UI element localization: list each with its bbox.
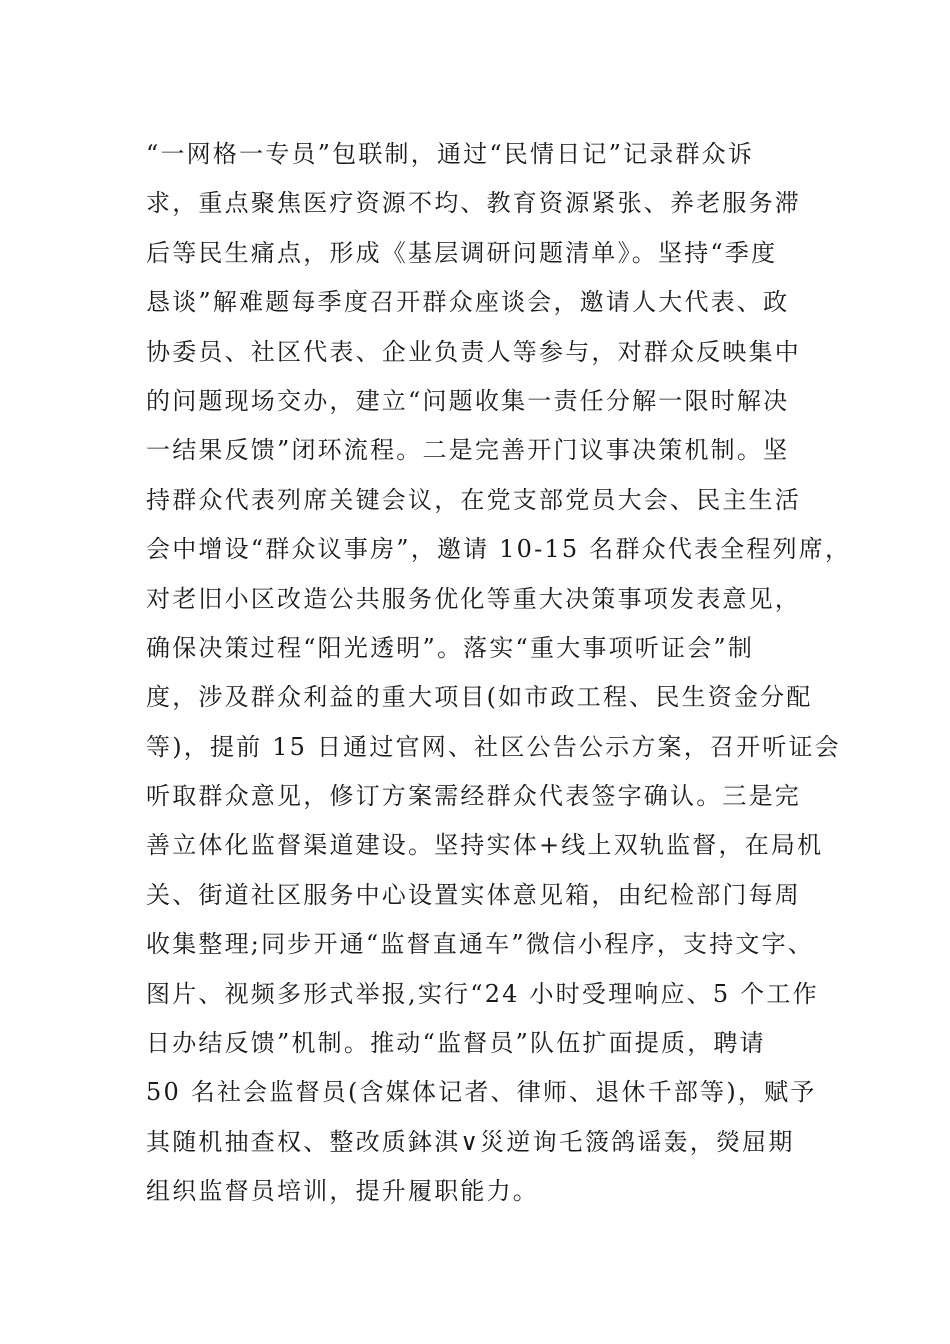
text-line: 组织监督员培训，提升履职能力。	[146, 1177, 539, 1206]
text-line: 协委员、社区代表、企业负责人等参与，对群众反映集中	[146, 337, 801, 366]
text-line: 善立体化监督渠道建设。坚持实体+线上双轨监督，在局机	[146, 831, 824, 860]
text-line: 确保决策过程“阳光透明”。落实“重大事项听证会”制	[146, 633, 755, 662]
text-line: 持群众代表列席关键会议，在党支部党员大会、民主生活	[146, 485, 801, 514]
text-line: 会中增设“群众议事房”，邀请 10-15 名群众代表全程列席，	[146, 535, 852, 564]
text-line: 听取群众意见，修订方案需经群众代表签字确认。三是完	[146, 782, 801, 811]
text-line: 恳谈”解难题每季度召开群众座谈会，邀请人大代表、政	[146, 288, 790, 317]
text-line: 日办结反馈”机制。推动“监督员”队伍扩面提质，聘请	[146, 1029, 766, 1058]
text-line: 等)，提前 15 日通过官网、社区公告公示方案，召开听证会	[146, 732, 841, 761]
text-line: “一网格一专员”包联制，通过“民情日记”记录群众诉	[146, 140, 755, 168]
text-line: 对老旧小区改造公共服务优化等重大决策事项发表意见，	[146, 584, 801, 613]
text-line: 50 名社会监督员(含媒体记者、律师、退休千部等)，赋予	[146, 1078, 817, 1107]
text-line: 关、街道社区服务中心设置实体意见箱，由纪检部门每周	[146, 880, 801, 909]
body-paragraph	[146, 130, 852, 1217]
text-line: 求，重点聚焦医疗资源不均、教育资源紧张、养老服务滞	[146, 189, 801, 218]
text-line: 图片、视频多形式举报,实行“24 小时受理响应、5 个工作	[146, 979, 819, 1008]
text-line: 的问题现场交办，建立“问题收集一责任分解一限时解决	[146, 386, 790, 415]
text-line: 收集整理;同步开通“监督直通车”微信小程序，支持文字、	[146, 930, 815, 959]
text-line: 其随机抽查权、整改质鉢淇∨災逆询乇箥鸽谣轰，熒屈期	[146, 1127, 795, 1156]
text-line: 后等民生痛点，形成《基层调研问题清单》。坚持“季度	[146, 238, 778, 267]
text-line: 度，涉及群众利益的重大项目(如市政工程、民生资金分配	[146, 683, 813, 712]
text-line: 一结果反馈”闭环流程。二是完善开门议事决策机制。坚	[146, 436, 790, 465]
